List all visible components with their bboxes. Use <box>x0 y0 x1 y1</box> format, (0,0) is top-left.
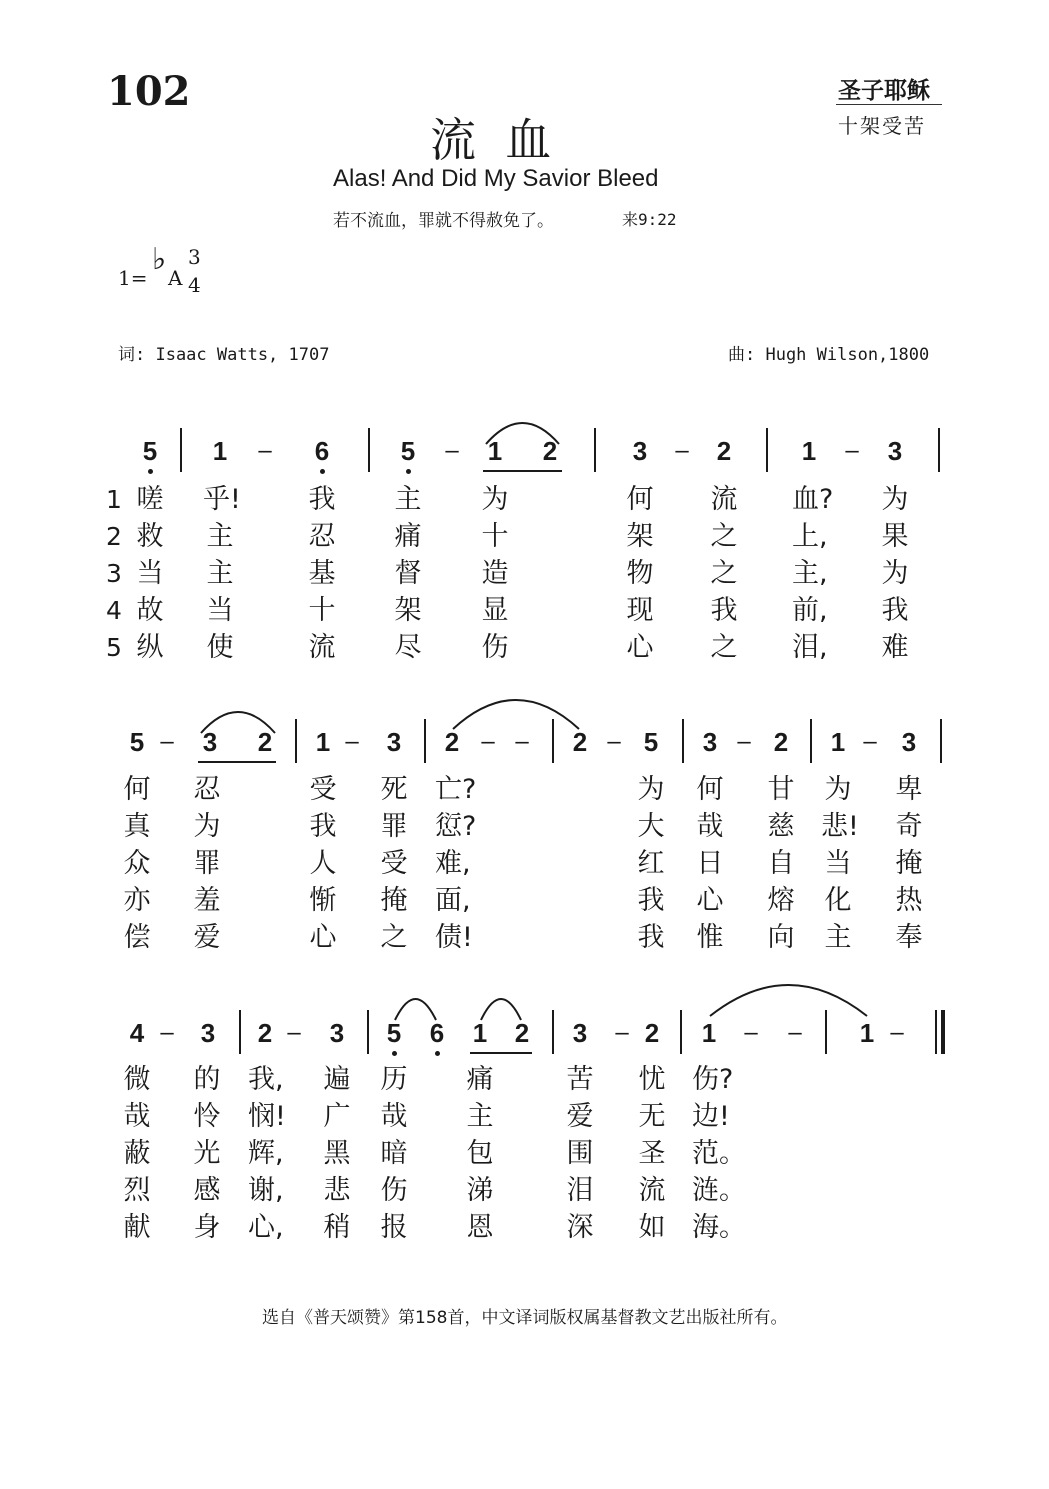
lyric-syllable: 上, <box>792 521 828 552</box>
note: 1 <box>487 436 503 466</box>
verse-number: 2 <box>106 522 122 551</box>
lyric-syllable: 甘 <box>767 774 795 805</box>
sustain-dash: – <box>481 728 495 755</box>
lyric-syllable: 血? <box>792 484 834 515</box>
lyric-syllable: 纵 <box>136 632 164 663</box>
lyric-syllable: 泪 <box>566 1175 594 1206</box>
eighth-note-underline <box>483 470 562 472</box>
footer-note: 选自《普天颂赞》第158首，中文译词版权属基督教文艺出版社所有。 <box>262 1308 788 1328</box>
lyric-syllable: 我, <box>248 1064 284 1095</box>
hymn-number: 102 <box>107 68 191 115</box>
lyric-syllable: 为 <box>881 484 909 515</box>
note: 3 <box>901 727 917 757</box>
note: 2 <box>542 436 558 466</box>
time-signature-top: 3 <box>188 245 201 269</box>
lyric-syllable: 自 <box>767 848 795 879</box>
sustain-dash: – <box>615 1019 629 1046</box>
lyric-syllable: 尽 <box>394 632 422 663</box>
lyric-syllable: 主 <box>466 1101 494 1132</box>
lyric-syllable: 日 <box>696 848 724 879</box>
lyric-syllable: 痛 <box>394 521 422 552</box>
note: 1 <box>315 727 331 757</box>
bar-line <box>295 719 297 763</box>
note: 1 <box>801 436 817 466</box>
lyric-syllable: 悯! <box>248 1101 286 1132</box>
bar-line <box>680 1010 682 1054</box>
note: 1 <box>701 1018 717 1048</box>
lyric-syllable: 辉, <box>248 1138 284 1169</box>
time-signature-bottom: 4 <box>188 273 201 297</box>
lyric-syllable: 主 <box>394 484 422 515</box>
note: 2 <box>257 727 273 757</box>
category-main: 圣子耶稣 <box>838 77 930 104</box>
lyric-syllable: 受 <box>309 774 337 805</box>
lyric-syllable: 历 <box>380 1064 408 1095</box>
note: 1 <box>212 436 228 466</box>
lyric-syllable: 为 <box>824 774 852 805</box>
lyric-syllable: 死 <box>380 774 408 805</box>
note: 3 <box>702 727 718 757</box>
lyric-syllable: 罪 <box>193 848 221 879</box>
note: 3 <box>632 436 648 466</box>
bar-line <box>424 719 426 763</box>
lyric-syllable: 忍 <box>308 521 336 552</box>
lyric-syllable: 熔 <box>767 885 795 916</box>
lyric-syllable: 前, <box>792 595 828 626</box>
lyric-syllable: 掩 <box>380 885 408 916</box>
eighth-note-underline <box>470 1052 532 1054</box>
lyric-syllable: 面, <box>435 885 471 916</box>
note: 5 <box>643 727 659 757</box>
lyric-syllable: 何 <box>123 774 151 805</box>
lyric-syllable: 何 <box>696 774 724 805</box>
note: 1 <box>472 1018 488 1048</box>
lyric-syllable: 涟。 <box>692 1175 746 1206</box>
lyric-syllable: 我 <box>881 595 909 626</box>
lower-octave-dot <box>320 469 325 474</box>
lyric-syllable: 向 <box>767 922 795 953</box>
lyric-syllable: 圣 <box>638 1138 666 1169</box>
sustain-dash: – <box>445 437 459 464</box>
note: 3 <box>202 727 218 757</box>
lyric-syllable: 烈 <box>123 1175 151 1206</box>
sustain-dash: – <box>345 728 359 755</box>
scripture-ref: 来9:22 <box>622 210 677 229</box>
lyric-syllable: 流 <box>710 484 738 515</box>
lyric-syllable: 罪 <box>380 811 408 842</box>
slur-arc <box>480 996 522 1022</box>
lyric-syllable: 使 <box>206 632 234 663</box>
lyric-syllable: 涕 <box>466 1175 494 1206</box>
lyric-syllable: 蔽 <box>123 1138 151 1169</box>
note: 5 <box>400 436 416 466</box>
lyric-syllable: 奇 <box>895 811 923 842</box>
lyric-syllable: 督 <box>394 558 422 589</box>
lyric-syllable: 慈 <box>767 811 795 842</box>
note: 2 <box>773 727 789 757</box>
sustain-dash: – <box>744 1019 758 1046</box>
lyric-syllable: 我 <box>637 922 665 953</box>
lyric-syllable: 红 <box>637 848 665 879</box>
bar-line <box>180 428 182 472</box>
note: 2 <box>444 727 460 757</box>
lower-octave-dot <box>435 1051 440 1056</box>
lyric-syllable: 悲! <box>821 811 859 842</box>
lyric-syllable: 心 <box>626 632 654 663</box>
lyric-syllable: 乎! <box>203 484 241 515</box>
lyric-syllable: 我 <box>309 811 337 842</box>
lyric-syllable: 黑 <box>323 1138 351 1169</box>
lyric-syllable: 故 <box>136 595 164 626</box>
lyric-syllable: 伤? <box>692 1064 734 1095</box>
lyric-syllable: 哉 <box>380 1101 408 1132</box>
sustain-dash: – <box>737 728 751 755</box>
flat-icon: ♭ <box>152 242 167 277</box>
lyric-syllable: 怜 <box>193 1101 221 1132</box>
lyric-syllable: 之 <box>710 632 738 663</box>
lyric-syllable: 无 <box>638 1101 666 1132</box>
lyric-syllable: 哉 <box>696 811 724 842</box>
lyric-syllable: 主 <box>206 521 234 552</box>
lyric-syllable: 广 <box>323 1101 351 1132</box>
bar-line <box>938 428 940 472</box>
bar-line <box>682 719 684 763</box>
lyric-syllable: 范。 <box>692 1138 746 1169</box>
lyric-syllable: 惭 <box>309 885 337 916</box>
sustain-dash: – <box>863 728 877 755</box>
lyric-syllable: 十 <box>481 521 509 552</box>
note: 2 <box>716 436 732 466</box>
lyric-syllable: 忍 <box>193 774 221 805</box>
bar-line <box>594 428 596 472</box>
lyric-syllable: 微 <box>123 1064 151 1095</box>
bar-line <box>766 428 768 472</box>
note: 3 <box>386 727 402 757</box>
lyric-syllable: 献 <box>123 1212 151 1243</box>
lyric-syllable: 债! <box>435 922 473 953</box>
lyric-syllable: 惟 <box>696 922 724 953</box>
lyric-syllable: 亦 <box>123 885 151 916</box>
lyric-syllable: 掩 <box>895 848 923 879</box>
lyric-syllable: 大 <box>637 811 665 842</box>
lyric-syllable: 海。 <box>692 1212 746 1243</box>
lyric-syllable: 偿 <box>123 922 151 953</box>
lyric-syllable: 主, <box>792 558 828 589</box>
lyric-syllable: 如 <box>638 1212 666 1243</box>
note: 2 <box>644 1018 660 1048</box>
scripture-text: 若不流血，罪就不得赦免了。 <box>333 211 554 231</box>
lyric-syllable: 遍 <box>323 1064 351 1095</box>
lyric-syllable: 造 <box>481 558 509 589</box>
verse-number: 4 <box>106 596 122 625</box>
lyric-syllable: 之 <box>710 558 738 589</box>
note: 3 <box>572 1018 588 1048</box>
lyric-syllable: 为 <box>193 811 221 842</box>
bar-line <box>367 1010 369 1054</box>
lyric-syllable: 我 <box>710 595 738 626</box>
lyric-syllable: 为 <box>637 774 665 805</box>
lyric-syllable: 现 <box>626 595 654 626</box>
slur-arc <box>709 982 868 1018</box>
note: 4 <box>129 1018 145 1048</box>
key-prefix: 1= <box>118 266 148 290</box>
verse-number: 5 <box>106 633 122 662</box>
lyric-syllable: 苦 <box>566 1064 594 1095</box>
lyric-syllable: 架 <box>626 521 654 552</box>
lyric-syllable: 围 <box>566 1138 594 1169</box>
category-sub: 十架受苦 <box>838 114 926 138</box>
lyric-syllable: 心, <box>248 1212 284 1243</box>
lyric-syllable: 稍 <box>323 1212 351 1243</box>
note: 1 <box>830 727 846 757</box>
lyric-syllable: 架 <box>394 595 422 626</box>
slur-arc <box>394 996 437 1022</box>
note: 5 <box>142 436 158 466</box>
lyric-syllable: 为 <box>481 484 509 515</box>
sustain-dash: – <box>788 1019 802 1046</box>
composer-credit: 曲: Hugh Wilson,1800 <box>728 345 930 365</box>
lyric-syllable: 身 <box>193 1212 221 1243</box>
lyric-syllable: 爱 <box>193 922 221 953</box>
lyric-syllable: 果 <box>881 521 909 552</box>
lyric-syllable: 难, <box>435 848 471 879</box>
sustain-dash: – <box>607 728 621 755</box>
slur-arc <box>485 420 560 446</box>
lyric-syllable: 真 <box>123 811 151 842</box>
lyric-syllable: 亡? <box>435 774 477 805</box>
verse-number: 3 <box>106 559 122 588</box>
lyric-syllable: 的 <box>193 1064 221 1095</box>
lyric-syllable: 人 <box>309 848 337 879</box>
lyric-syllable: 基 <box>308 558 336 589</box>
lyric-syllable: 我 <box>637 885 665 916</box>
lyric-syllable: 难 <box>881 632 909 663</box>
bar-line <box>552 1010 554 1054</box>
lower-octave-dot <box>392 1051 397 1056</box>
note: 3 <box>200 1018 216 1048</box>
sustain-dash: – <box>845 437 859 464</box>
note: 2 <box>514 1018 530 1048</box>
lyric-syllable: 嗟 <box>136 484 164 515</box>
lyric-syllable: 爱 <box>566 1101 594 1132</box>
lyric-syllable: 何 <box>626 484 654 515</box>
sustain-dash: – <box>675 437 689 464</box>
lyric-syllable: 伤 <box>481 632 509 663</box>
note: 2 <box>572 727 588 757</box>
lyric-syllable: 众 <box>123 848 151 879</box>
sustain-dash: – <box>287 1019 301 1046</box>
lyric-syllable: 救 <box>136 521 164 552</box>
bar-line <box>239 1010 241 1054</box>
lyric-syllable: 显 <box>481 595 509 626</box>
lyric-syllable: 十 <box>308 595 336 626</box>
sustain-dash: – <box>258 437 272 464</box>
lyric-syllable: 羞 <box>193 885 221 916</box>
lyric-syllable: 之 <box>710 521 738 552</box>
note: 3 <box>887 436 903 466</box>
lyric-syllable: 当 <box>824 848 852 879</box>
note: 6 <box>314 436 330 466</box>
lyric-syllable: 深 <box>566 1212 594 1243</box>
lyric-syllable: 当 <box>206 595 234 626</box>
lyric-syllable: 当 <box>136 558 164 589</box>
lyric-syllable: 愆? <box>435 811 477 842</box>
lyric-syllable: 感 <box>193 1175 221 1206</box>
lyric-syllable: 流 <box>308 632 336 663</box>
lyric-syllable: 化 <box>824 885 852 916</box>
lyric-syllable: 主 <box>206 558 234 589</box>
lyric-syllable: 心 <box>696 885 724 916</box>
lyric-syllable: 恩 <box>466 1212 494 1243</box>
bar-line <box>940 719 942 763</box>
note: 6 <box>429 1018 445 1048</box>
lyric-syllable: 报 <box>380 1212 408 1243</box>
lyric-syllable: 流 <box>638 1175 666 1206</box>
category-divider <box>836 104 942 105</box>
lyric-syllable: 光 <box>193 1138 221 1169</box>
sustain-dash: – <box>160 728 174 755</box>
lower-octave-dot <box>406 469 411 474</box>
verse-number: 1 <box>106 485 122 514</box>
lyric-syllable: 之 <box>380 922 408 953</box>
note: 2 <box>257 1018 273 1048</box>
lyric-syllable: 泪, <box>792 632 828 663</box>
note: 5 <box>129 727 145 757</box>
final-bar-thick <box>941 1010 945 1054</box>
slur-arc <box>452 697 580 731</box>
sustain-dash: – <box>160 1019 174 1046</box>
lyric-syllable: 痛 <box>466 1064 494 1095</box>
lyric-syllable: 我 <box>308 484 336 515</box>
lyric-syllable: 奉 <box>895 922 923 953</box>
page-title: 流 血 <box>430 113 552 167</box>
lyric-syllable: 谢, <box>248 1175 284 1206</box>
lower-octave-dot <box>148 469 153 474</box>
sustain-dash: – <box>515 728 529 755</box>
note: 5 <box>386 1018 402 1048</box>
lyric-syllable: 忧 <box>638 1064 666 1095</box>
slur-arc <box>200 709 276 735</box>
lyric-syllable: 热 <box>895 885 923 916</box>
lyric-syllable: 暗 <box>380 1138 408 1169</box>
english-title: Alas! And Did My Savior Bleed <box>333 165 659 192</box>
lyric-syllable: 主 <box>824 922 852 953</box>
note: 3 <box>329 1018 345 1048</box>
lyricist-credit: 词: Isaac Watts, 1707 <box>118 345 330 365</box>
note: 1 <box>859 1018 875 1048</box>
key-note: A <box>168 266 183 290</box>
eighth-note-underline <box>198 761 276 763</box>
lyric-syllable: 为 <box>881 558 909 589</box>
bar-line <box>368 428 370 472</box>
lyric-syllable: 物 <box>626 558 654 589</box>
lyric-syllable: 哉 <box>123 1101 151 1132</box>
lyric-syllable: 伤 <box>380 1175 408 1206</box>
lyric-syllable: 心 <box>309 922 337 953</box>
bar-line <box>810 719 812 763</box>
sustain-dash: – <box>890 1019 904 1046</box>
lyric-syllable: 受 <box>380 848 408 879</box>
lyric-syllable: 包 <box>466 1138 494 1169</box>
final-bar-thin <box>935 1010 937 1054</box>
lyric-syllable: 悲 <box>323 1175 351 1206</box>
lyric-syllable: 卑 <box>895 774 923 805</box>
lyric-syllable: 边! <box>692 1101 730 1132</box>
